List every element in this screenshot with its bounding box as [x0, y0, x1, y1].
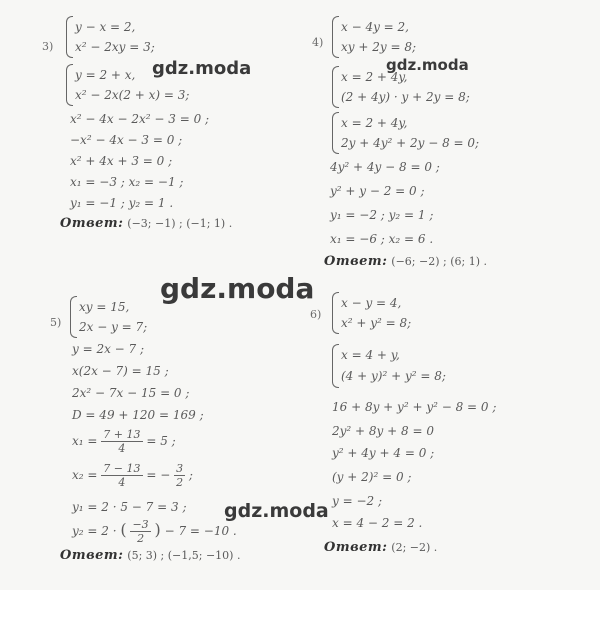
- answer-label: Ответ:: [60, 216, 124, 231]
- brace: [66, 16, 73, 58]
- problem-6-step-1: 16 + 8y + y² + y² − 8 = 0 ;: [332, 400, 497, 414]
- fraction: [101, 428, 142, 455]
- problem-6-system-2: [332, 344, 502, 388]
- numerator: 3: [176, 462, 184, 475]
- equation: xy = 15,: [79, 300, 130, 314]
- problem-4-answer: [324, 254, 487, 269]
- equation: x = 2 + 4y,: [341, 70, 408, 84]
- problem-6-step-4: (y + 2)² = 0 ;: [332, 470, 412, 484]
- watermark: gdz.moda: [224, 500, 329, 522]
- brace: [66, 64, 73, 106]
- paren-close: ): [154, 520, 161, 539]
- numerator: −3: [132, 518, 149, 531]
- answer-value: (5; 3) ; (−1,5; −10) .: [127, 549, 241, 562]
- problem-6-step-6: x = 4 − 2 = 2 .: [332, 516, 423, 530]
- paren-open: (: [120, 520, 127, 539]
- brace: [332, 344, 339, 388]
- problem-6-step-2: 2y² + 8y + 8 = 0: [332, 424, 434, 438]
- problem-4-step-2: y² + y − 2 = 0 ;: [330, 184, 425, 198]
- problem-5-label: 5): [50, 316, 62, 329]
- problem-3-system-1: [66, 16, 216, 58]
- problem-5-y1: y₁ = 2 · 5 − 7 = 3 ;: [72, 500, 187, 514]
- problem-3-label: 3): [42, 40, 54, 53]
- equation: x = 4 + y,: [341, 348, 400, 362]
- equation: x² + y² = 8;: [341, 316, 412, 330]
- problem-3-step-3: x² + 4x + 3 = 0 ;: [70, 154, 173, 168]
- rhs: − 7 = −10 .: [164, 524, 237, 538]
- denominator: 4: [118, 442, 126, 455]
- equation: x = 2 + 4y,: [341, 116, 408, 130]
- numerator: 7 − 13: [103, 462, 141, 475]
- problem-4-step-1: 4y² + 4y − 8 = 0 ;: [330, 160, 440, 174]
- problem-5-step-1: y = 2x − 7 ;: [72, 342, 145, 356]
- problem-4-label: 4): [312, 36, 324, 49]
- equation: (2 + 4y) · y + 2y = 8;: [341, 90, 470, 104]
- problem-3-step-1: x² − 4x − 2x² − 3 = 0 ;: [70, 112, 210, 126]
- watermark: gdz.moda: [386, 56, 469, 74]
- equation: y = 2 + x,: [75, 68, 136, 82]
- answer-label: Ответ:: [324, 254, 388, 269]
- lhs: x₁ =: [72, 434, 98, 448]
- equation: x² − 2xy = 3;: [75, 40, 155, 54]
- equation: y − x = 2,: [75, 20, 136, 34]
- brace: [332, 16, 339, 58]
- problem-6-system-1: [332, 292, 482, 334]
- problem-5-root-x1: [72, 428, 176, 455]
- problem-3-step-2: −x² − 4x − 3 = 0 ;: [70, 133, 183, 147]
- problem-3-answer: [60, 216, 232, 231]
- problem-4-step-4: x₁ = −6 ; x₂ = 6 .: [330, 232, 434, 246]
- lhs: x₂ =: [72, 468, 98, 482]
- answer-value: (2; −2) .: [391, 541, 438, 554]
- equation: x² − 2x(2 + x) = 3;: [75, 88, 190, 102]
- rhs: = 5 ;: [146, 434, 176, 448]
- brace: [332, 292, 339, 334]
- problem-4-system-3: [332, 112, 522, 154]
- equation: (4 + y)² + y² = 8;: [341, 369, 446, 383]
- problem-6-step-3: y² + 4y + 4 = 0 ;: [332, 446, 435, 460]
- equation: 2x − y = 7;: [79, 320, 148, 334]
- problem-5-step-4: D = 49 + 120 = 169 ;: [72, 408, 204, 422]
- rhs: ;: [188, 468, 193, 482]
- watermark: gdz.moda: [152, 58, 252, 79]
- problem-6-step-5: y = −2 ;: [332, 494, 383, 508]
- brace: [70, 296, 77, 338]
- problem-3-step-4: x₁ = −3 ; x₂ = −1 ;: [70, 175, 184, 189]
- problem-5-step-3: 2x² − 7x − 15 = 0 ;: [72, 386, 190, 400]
- watermark: gdz.moda: [160, 272, 315, 305]
- equals-minus: = −: [146, 468, 171, 482]
- problem-5-root-x2: [72, 462, 193, 489]
- equation: x − y = 4,: [341, 296, 402, 310]
- problem-3-step-5: y₁ = −1 ; y₂ = 1 .: [70, 196, 174, 210]
- equation: x − 4y = 2,: [341, 20, 409, 34]
- problem-5-step-2: x(2x − 7) = 15 ;: [72, 364, 169, 378]
- problem-5-y2: [72, 518, 237, 545]
- denominator: 2: [176, 476, 184, 489]
- answer-label: Ответ:: [60, 548, 124, 563]
- fraction: [174, 462, 185, 489]
- problem-5-answer: [60, 548, 240, 563]
- lhs: y₂ = 2 ·: [72, 524, 117, 538]
- answer-value: (−3; −1) ; (−1; 1) .: [127, 217, 233, 230]
- problem-6-answer: [324, 540, 437, 555]
- problem-4-system-1: [332, 16, 482, 58]
- denominator: 2: [137, 532, 145, 545]
- problem-6-label: 6): [310, 308, 322, 321]
- fraction: [130, 518, 150, 545]
- fraction: [101, 462, 142, 489]
- denominator: 4: [118, 476, 126, 489]
- answer-label: Ответ:: [324, 540, 388, 555]
- brace: [332, 112, 339, 154]
- problem-4-step-3: y₁ = −2 ; y₂ = 1 ;: [330, 208, 434, 222]
- brace: [332, 66, 339, 108]
- equation: xy + 2y = 8;: [341, 40, 417, 54]
- equation: 2y + 4y² + 2y − 8 = 0;: [341, 136, 480, 150]
- numerator: 7 + 13: [103, 428, 141, 441]
- answer-value: (−6; −2) ; (6; 1) .: [391, 255, 487, 268]
